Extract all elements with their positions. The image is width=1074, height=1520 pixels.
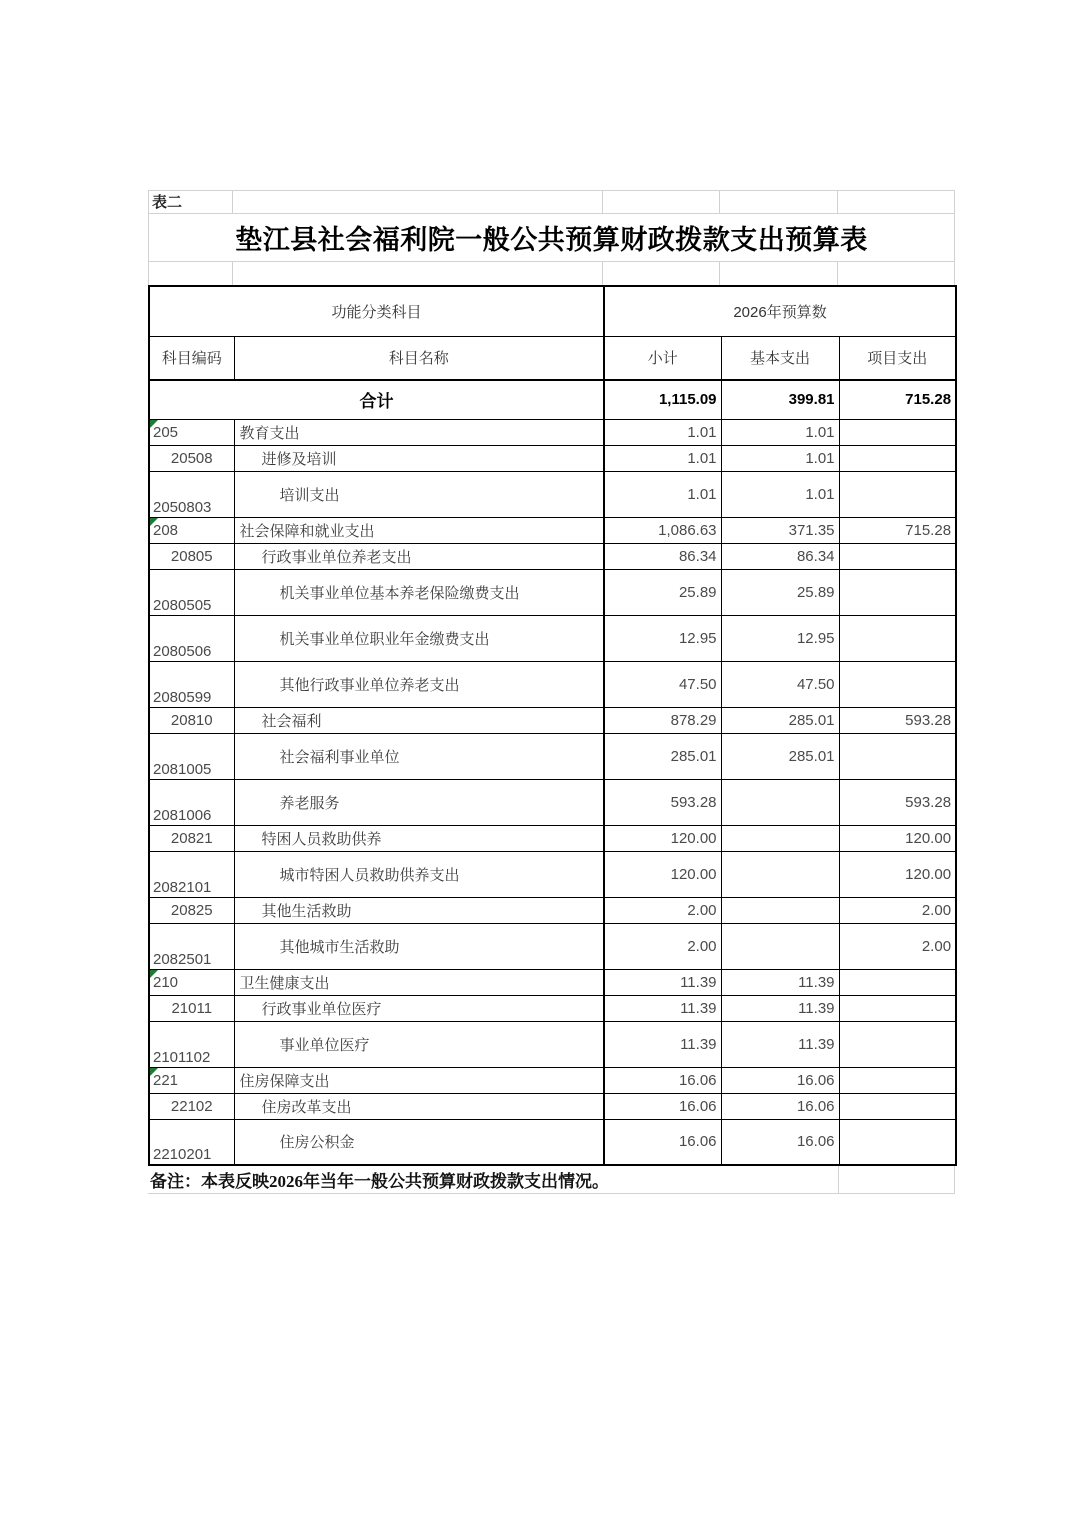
subtotal-cell: 11.39 — [604, 1021, 721, 1067]
subject-name-cell: 特困人员救助供养 — [234, 825, 604, 851]
subject-code-cell: 20825 — [149, 897, 234, 923]
subject-code-cell: 2080506 — [149, 615, 234, 661]
table-row — [149, 543, 956, 569]
subtotal-cell: 2.00 — [604, 897, 721, 923]
subject-name-cell: 社会福利事业单位 — [234, 733, 604, 779]
basic-expense-cell — [721, 825, 839, 851]
basic-expense-cell: 47.50 — [721, 661, 839, 707]
project-expense-cell — [839, 733, 956, 779]
note-cell — [148, 1166, 838, 1193]
subject-code-cell: 20810 — [149, 707, 234, 733]
table-row — [149, 1067, 956, 1093]
subject-code-cell: 205 — [149, 419, 234, 445]
subject-code-cell: 2081005 — [149, 733, 234, 779]
total-row — [149, 380, 956, 419]
table-row — [149, 733, 956, 779]
project-expense-cell — [839, 995, 956, 1021]
basic-expense-cell: 25.89 — [721, 569, 839, 615]
subtotal-cell: 2.00 — [604, 923, 721, 969]
table-row — [149, 1119, 956, 1165]
subtotal-cell: 1.01 — [604, 445, 721, 471]
subject-name-cell: 行政事业单位医疗 — [234, 995, 604, 1021]
subject-code-cell: 210 — [149, 969, 234, 995]
basic-expense-cell: 16.06 — [721, 1119, 839, 1165]
page-title: 垫江县社会福利院一般公共预算财政拨款支出预算表 — [235, 225, 868, 255]
basic-expense-cell: 11.39 — [721, 969, 839, 995]
subject-code-cell: 22102 — [149, 1093, 234, 1119]
subject-name-cell: 事业单位医疗 — [234, 1021, 604, 1067]
grid-cell — [838, 1166, 955, 1193]
subject-name-cell: 进修及培训 — [234, 445, 604, 471]
basic-expense-cell: 285.01 — [721, 707, 839, 733]
subject-code-cell: 21011 — [149, 995, 234, 1021]
subject-name-cell: 城市特困人员救助供养支出 — [234, 851, 604, 897]
title-row — [148, 214, 955, 262]
table-row — [149, 517, 956, 543]
basic-expense-cell: 12.95 — [721, 615, 839, 661]
project-expense-cell — [839, 969, 956, 995]
subject-name-cell: 住房公积金 — [234, 1119, 604, 1165]
project-expense-cell — [839, 543, 956, 569]
subject-code-cell: 20805 — [149, 543, 234, 569]
subject-name-cell: 机关事业单位基本养老保险缴费支出 — [234, 569, 604, 615]
subject-code-cell: 2101102 — [149, 1021, 234, 1067]
budget-table — [148, 285, 957, 1166]
sheet-label-row — [148, 190, 955, 214]
subject-name-cell: 住房保障支出 — [234, 1067, 604, 1093]
spacer-row — [148, 262, 955, 285]
table-row — [149, 1093, 956, 1119]
basic-expense-cell — [721, 779, 839, 825]
subtotal-cell: 11.39 — [604, 995, 721, 1021]
header-columns-row — [149, 336, 956, 380]
grid-cell — [233, 191, 603, 213]
grid-cell — [838, 191, 955, 213]
header-group-row — [149, 286, 956, 336]
table-row — [149, 569, 956, 615]
subtotal-cell: 120.00 — [604, 825, 721, 851]
project-expense-cell — [839, 569, 956, 615]
project-expense-cell: 715.28 — [839, 517, 956, 543]
basic-expense-cell: 11.39 — [721, 1021, 839, 1067]
subject-code-cell: 2080505 — [149, 569, 234, 615]
subject-code-cell: 2081006 — [149, 779, 234, 825]
project-expense-cell — [839, 445, 956, 471]
budget-table-body — [149, 286, 956, 1165]
subtotal-cell: 1.01 — [604, 471, 721, 517]
table-row — [149, 707, 956, 733]
subject-name-cell: 教育支出 — [234, 419, 604, 445]
grid-cell — [603, 191, 720, 213]
grid-cell — [838, 262, 955, 285]
project-expense-cell — [839, 661, 956, 707]
total-basic: 399.81 — [721, 380, 839, 419]
subject-code-cell: 2080599 — [149, 661, 234, 707]
total-label: 合计 — [149, 380, 604, 419]
subject-name-cell: 养老服务 — [234, 779, 604, 825]
project-expense-cell — [839, 471, 956, 517]
basic-expense-cell — [721, 851, 839, 897]
basic-expense-cell: 86.34 — [721, 543, 839, 569]
project-expense-cell: 2.00 — [839, 923, 956, 969]
note-row — [148, 1166, 955, 1194]
grid-cell — [720, 262, 838, 285]
table-row — [149, 779, 956, 825]
subject-code-cell: 2082101 — [149, 851, 234, 897]
header-budget-group: 2026年预算数 — [604, 286, 956, 336]
basic-expense-cell: 1.01 — [721, 419, 839, 445]
project-expense-cell — [839, 1119, 956, 1165]
subtotal-cell: 285.01 — [604, 733, 721, 779]
col-header-project: 项目支出 — [839, 336, 956, 380]
subtotal-cell: 1.01 — [604, 419, 721, 445]
table-row — [149, 615, 956, 661]
project-expense-cell — [839, 615, 956, 661]
subject-code-cell: 2210201 — [149, 1119, 234, 1165]
project-expense-cell: 2.00 — [839, 897, 956, 923]
grid-cell — [603, 262, 720, 285]
table-row — [149, 995, 956, 1021]
grid-cell — [148, 262, 233, 285]
subject-name-cell: 行政事业单位养老支出 — [234, 543, 604, 569]
subject-code-cell: 208 — [149, 517, 234, 543]
table-row — [149, 419, 956, 445]
col-header-subtotal: 小计 — [604, 336, 721, 380]
subject-name-cell: 住房改革支出 — [234, 1093, 604, 1119]
table-row — [149, 825, 956, 851]
basic-expense-cell: 16.06 — [721, 1093, 839, 1119]
subtotal-cell: 25.89 — [604, 569, 721, 615]
basic-expense-cell: 16.06 — [721, 1067, 839, 1093]
project-expense-cell: 120.00 — [839, 825, 956, 851]
subject-name-cell: 社会福利 — [234, 707, 604, 733]
total-subtotal: 1,115.09 — [604, 380, 721, 419]
subject-name-cell: 培训支出 — [234, 471, 604, 517]
project-expense-cell: 593.28 — [839, 707, 956, 733]
subtotal-cell: 878.29 — [604, 707, 721, 733]
basic-expense-cell: 285.01 — [721, 733, 839, 779]
table-row — [149, 661, 956, 707]
total-project: 715.28 — [839, 380, 956, 419]
basic-expense-cell: 11.39 — [721, 995, 839, 1021]
project-expense-cell — [839, 1021, 956, 1067]
budget-sheet — [148, 190, 955, 1194]
basic-expense-cell — [721, 923, 839, 969]
col-header-basic: 基本支出 — [721, 336, 839, 380]
subtotal-cell: 86.34 — [604, 543, 721, 569]
basic-expense-cell: 1.01 — [721, 471, 839, 517]
table-row — [149, 969, 956, 995]
subject-name-cell: 机关事业单位职业年金缴费支出 — [234, 615, 604, 661]
table-row — [149, 851, 956, 897]
subject-code-cell: 2050803 — [149, 471, 234, 517]
sheet-label: 表二 — [148, 191, 233, 213]
basic-expense-cell — [721, 897, 839, 923]
grid-cell — [720, 191, 838, 213]
project-expense-cell: 593.28 — [839, 779, 956, 825]
subject-code-cell: 20508 — [149, 445, 234, 471]
table-row — [149, 1021, 956, 1067]
table-row — [149, 445, 956, 471]
subtotal-cell: 16.06 — [604, 1067, 721, 1093]
project-expense-cell: 120.00 — [839, 851, 956, 897]
table-row — [149, 471, 956, 517]
subject-name-cell: 其他城市生活救助 — [234, 923, 604, 969]
grid-cell — [233, 262, 603, 285]
subtotal-cell: 12.95 — [604, 615, 721, 661]
basic-expense-cell: 1.01 — [721, 445, 839, 471]
subtotal-cell: 11.39 — [604, 969, 721, 995]
project-expense-cell — [839, 1067, 956, 1093]
subject-name-cell: 卫生健康支出 — [234, 969, 604, 995]
col-header-code: 科目编码 — [149, 336, 234, 380]
header-function-group: 功能分类科目 — [149, 286, 604, 336]
subtotal-cell: 593.28 — [604, 779, 721, 825]
basic-expense-cell: 371.35 — [721, 517, 839, 543]
subject-name-cell: 社会保障和就业支出 — [234, 517, 604, 543]
subtotal-cell: 16.06 — [604, 1093, 721, 1119]
subject-name-cell: 其他行政事业单位养老支出 — [234, 661, 604, 707]
project-expense-cell — [839, 419, 956, 445]
col-header-name: 科目名称 — [234, 336, 604, 380]
project-expense-cell — [839, 1093, 956, 1119]
table-row — [149, 897, 956, 923]
subject-name-cell: 其他生活救助 — [234, 897, 604, 923]
subtotal-cell: 1,086.63 — [604, 517, 721, 543]
subject-code-cell: 2082501 — [149, 923, 234, 969]
subject-code-cell: 221 — [149, 1067, 234, 1093]
subject-code-cell: 20821 — [149, 825, 234, 851]
note-text: 备注：本表反映2026年当年一般公共预算财政拨款支出情况。 — [150, 1172, 609, 1191]
subtotal-cell: 16.06 — [604, 1119, 721, 1165]
subtotal-cell: 120.00 — [604, 851, 721, 897]
subtotal-cell: 47.50 — [604, 661, 721, 707]
table-row — [149, 923, 956, 969]
